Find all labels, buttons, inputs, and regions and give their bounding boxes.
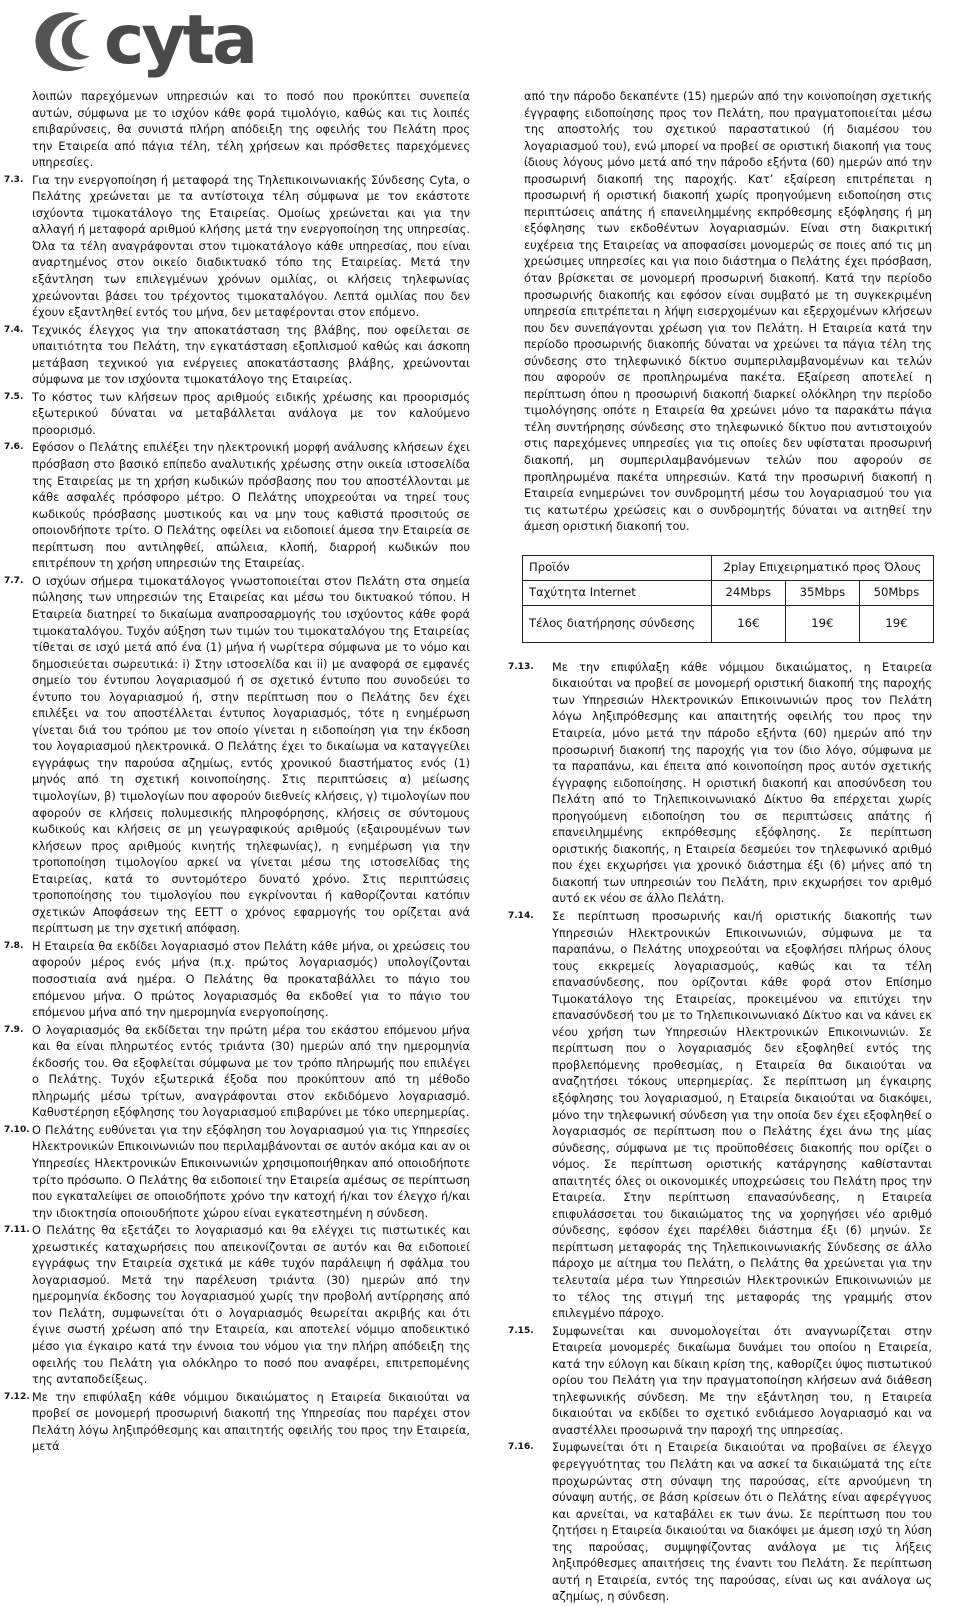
table-cell: 2play Επιχειρηματικό προς Όλους — [711, 555, 933, 580]
clause-text: Ο Πελάτης ευθύνεται για την εξόφληση του λογαριασμού για τις Υπηρεσίες Ηλεκτρονικών Επικοινωνιών που περιλαμβάνονται σε αυτόν ακόμα και αν οι Υπηρεσίες Ηλεκτρονικών Επικοινωνιών χρησιμοποιήθηκαν από οποιοδήποτε τρίτο πρόσωπο. Ο Πελάτης θα ειδοποιεί την Εταιρεία αμέσως σε περίπτωση που εγκαταλείψει σε οποιοδήποτε χρόνο την κατοχή ή/και τον έλεγχο ή/και την ιδιοκτησία οποιουδήποτε χώρου είναι εγκατεστημένη η σύνδεση. — [32, 1122, 470, 1220]
clause-number: 7.9. — [4, 1024, 24, 1035]
table-row — [523, 605, 934, 642]
clause-number: 7.13. — [508, 661, 534, 672]
clause-paragraph — [4, 1389, 470, 1455]
table-cell: 19€ — [785, 605, 859, 642]
clause-paragraph — [4, 322, 470, 388]
clause-text: Ο λογαριασμός θα εκδίδεται την πρώτη μέρα του εκάστου επόμενου μήνα και θα είναι πληρωτέος εντός τριάντα (30) ημερών από την ημερομηνία έκδοσής του. Θα εξοφλείται σύμφωνα με τον τρόπο πληρωμής που επιλέγει ο Πελάτης. Τυχόν εξωτερικά έξοδα που προκύπτουν από τη μέθοδο πληρωμής μέσω τρίτων, αναγράφονται στον εκδιδόμενο λογαριασμό. Καθυστέρηση εξόφλησης του λογαριασμού επιβαρύνει με τόκο υπερημερίας. — [32, 1022, 470, 1120]
table-cell: Προϊόν — [523, 555, 712, 580]
clause-text: λοιπών παρεχόμενων υπηρεσιών και το ποσό που προκύπτει συνεπεία αυτών, σύμφωνα με το ισχύον κάθε φορά τιμολόγιο, καθώς και τις λοιπές επιβαρύνσεις, θα συνιστά πλήρη απόδειξη της οφειλής του Πελάτη προς την Εταιρεία από πάγια τέλη, τέλη χρήσεων και πρόσθετες παρεχόμενες υπηρεσίες. — [32, 89, 470, 170]
clause-text: Με την επιφύλαξη κάθε νόμιμου δικαιώματος η Εταιρεία δικαιούται να προβεί σε μονομερή προσωρινή διακοπή της Υπηρεσίας που παρέχει στον Πελάτη λόγω ληξιπρόθεσμης και απαιτητής οφειλής του προς την Εταιρεία, μετά — [32, 1389, 470, 1454]
clause-text: Για την ενεργοποίηση ή μεταφορά της Τηλεπικοινωνιακής Σύνδεσης Cyta, ο Πελάτης χρεώνεται με τα αντίστοιχα τέλη σύμφωνα με τον εκάστοτε ισχύοντα τιμοκατάλογο της Εταιρείας. Ομοίως χρεώνεται και για την αλλαγή ή μεταφορά αριθμού κλήσης μετά την ενεργοποίηση της υπηρεσίας. Όλα τα τέλη αναγράφονται στον τιμοκατάλογο κάθε υπηρεσίας, που είναι αναρτημένος στον οικείο διαδικτυακό τόπο της Εταιρείας. Μετά την εξάντληση των επιλεγμένων χρόνων ομιλίας, οι κλήσεις τηλεφωνίας χρεώνονται βάσει του τρέχοντος τιμοκαταλόγου. Λεπτά ομιλίας που δεν έχουν εξαντληθεί εντός του μήνα, δεν μεταφέρονται στον επόμενο. — [32, 172, 470, 320]
clause-number: 7.14. — [508, 910, 534, 921]
table-cell: Ταχύτητα Internet — [523, 580, 712, 605]
clause-number: 7.8. — [4, 940, 24, 951]
clause-text: Συμφωνείται ότι η Εταιρεία δικαιούται να προβαίνει σε έλεγχο φερεγγυότητας του Πελάτη και να ασκεί τα δικαιώματά της είτε προχωρώντας στη σύναψη της παρούσας, είτε αρνούμενη τη σύναψη αυτής, σε βάση κρίσεων ότι ο Πελάτης είναι αφερέγγυος και αρνείται, να καταβάλει εκ των άνω. Σε περίπτωση που του ζητήσει η Εταιρεία δικαιούται να διακόψει με άμεση ισχύ τη λύση της παρούσας, συμψηφίζοντας ανάλογα με τις λήξεις ληξιπρόθεσμες απαιτήσεις της έναντι του Πελάτη. Σε περίπτωση αυτή η Εταιρεία, εντός της παρούσας, είναι ως και ανάλογα ως αζημίως, η σύνδεση. — [552, 1440, 932, 1604]
clause-paragraph — [4, 1122, 470, 1221]
clause-text: Ο ισχύων σήμερα τιμοκατάλογος γνωστοποιείται στον Πελάτη στα σημεία πώλησης των υπηρεσιών της Εταιρείας και μέσω του δικτυακού τόπου. Η Εταιρεία διατηρεί το δικαίωμα αναπροσαρμογής του ισχύοντος κάθε φορά τιμοκαταλόγου. Τυχόν αύξηση των τιμών του τιμοκαταλόγου της Εταιρείας τίθεται σε ισχύ μετά από ένα (1) μήνα ή νωρίτερα σύμφωνα με το νόμο και δημοσιεύεται σωρευτικά: i) Στην ιστοσελίδα και ii) με αναφορά σε εμφανές σημείο του έντυπου λογαριασμού ή σε σχετικό έντυπο που συνοδεύει το έντυπο του λογαριασμού ή, στην περίπτωση που ο Πελάτης δεν έχει επιλέξει να του αποστέλλεται έντυπος λογαριασμός, τότε η ενημέρωση γίνεται διά του τρόπου με τον οποίο γίνεται η ειδοποίηση για την έκδοση του λογαριασμού ηλεκτρονικά. Ο Πελάτης έχει το δικαίωμα να καταγγείλει εγγράφως την παρούσα αζημίως, εντός χρονικού διαστήματος ενός (1) μηνός από τη σχετική κοινοποίησης. Στις περιπτώσεις α) μείωσης τιμολογίων, β) τιμολογίων που αφορούν διεθνείς κλήσεις, γ) τιμολογίων που αφορούν σε κλήσεις πολυμεσικής πληροφόρησης, κλήσεις σε σύντομους κωδικούς και κλήσεις σε μη γεωγραφικούς αριθμούς (εξαιρουμένων των κλήσεων προς αριθμούς κινητής τηλεφωνίας), η ενημέρωση για την τροποποίηση τιμολογίου αρκεί να γίνεται μέσω της ιστοσελίδας της Εταιρείας, κατά το συντομότερο δυνατό χρόνο. Στις περιπτώσεις τροποποίησης του τιμολογίου που εγκρίνονται ή καθορίζονται κατόπιν σχετικών Αποφάσεων της ΕΕΤΤ ο χρόνος εφαρμογής του ορίζεται ανά περίπτωση με την σχετική απόφαση. — [32, 573, 470, 936]
clause-number: 7.6. — [4, 442, 24, 453]
clause-paragraph — [4, 172, 470, 321]
clause-paragraph — [4, 938, 470, 1021]
clause-paragraph — [4, 389, 470, 439]
clause-number: 7.12. — [4, 1391, 30, 1402]
table-cell: 35Mbps — [785, 580, 859, 605]
clause-text: Με την επιφύλαξη κάθε νόμιμου δικαιώματος, η Εταιρεία δικαιούται να προβεί σε μονομερή οριστική διακοπή της παροχής των Υπηρεσιών Ηλεκτρονικών Επικοινωνιών προς τον Πελάτη λόγω ληξιπρόθεσμης και απαιτητής οφειλής του προς την Εταιρεία, μόνο μετά την πάροδο εξήντα (60) ημερών από την προσωρινή διακοπή της παροχής για τον ίδιο λόγο, σύμφωνα με τα παραπάνω, και έπειτα από κοινοποίηση προς αυτόν σχετικής έγγραφης ειδοποίησης. Η οριστική διακοπή και αποσύνδεση του Πελάτη από το Τηλεπικοινωνιακό Δίκτυο θα επέρχεται χωρίς προηγούμενη ειδοποίηση του σε περιπτώσεις απάτης ή επανειλημμένης εκπρόθεσμης εξόφλησης. Σε περίπτωση οριστικής διακοπής, η Εταιρεία δεσμεύει τον τηλεφωνικό αριθμό που έχει εκχωρήσει για χρονικό διάστημα έξι (6) μήνες από τη διακοπή των υπηρεσιών του Πελάτη, πριν εκχωρήσει τον αριθμό αυτό εκ νέου σε άλλο Πελάτη. — [552, 659, 932, 906]
paragraph-text: από την πάροδο δεκαπέντε (15) ημερών από την κοινοποίηση σχετικής έγγραφης ειδοποίησης προς τον Πελάτη, που πραγματοποιείται μέσω της αποστολής του σχετικού παραστατικού (ή διαμέσου του λογαριασμού του), ενώ μπορεί να προβεί σε οριστική διακοπή για τους ίδιους λόγους μόνο μετά από την πάροδο εξήντα (60) ημερών από την προσωρινή διακοπή της παροχής. Κατ’ εξαίρεση επιτρέπεται η προσωρινή ή οριστική διακοπή χωρίς προηγούμενη ειδοποίηση στις περιπτώσεις απάτης ή επανειλημμένης εκπρόθεσμης εξόφλησης ή μη εξόφλησης των εκδοθέντων λογαριασμών. Είναι στη διακριτική ευχέρεια της Εταιρείας να αποφασίσει μονομερώς σε ποιες από τις μη χρεώσιμες υπηρεσίες και για ποιο διάστημα ο Πελάτης έχει πρόσβαση, όταν βρίσκεται σε μονομερή προσωρινή διακοπή. Κατά την περίοδο προσωρινής διακοπής και εφόσον είναι συμβατό με τη συγκεκριμένη υπηρεσία επιτρέπεται η λήψη εισερχομένων και εξερχομένων κλήσεων που δεν συνεπάγονται χρέωση για τον Πελάτη. Η Εταιρεία κατά την περίοδο προσωρινής διακοπής δύναται να χρεώνει τα πάγια τέλη της σύνδεσης στο τηλεφωνικό δίκτυο συμπεριλαμβανομένων και τελών που αφορούν σε προπληρωμένα πακέτα. Εξαίρεση αποτελεί η περίπτωση όπου η προσωρινή διακοπή διαρκεί ολόκληρη την περίοδο τιμολόγησης οπότε η Εταιρεία θα χρεώνει μόνο τα παρακάτω πάγια τέλη συντήρησης σύνδεσης στο τηλεφωνικό δίκτυο που αντιστοιχούν στις παρεχόμενες υπηρεσίες για τις οποίες δεν υφίσταται προσωρινή διακοπή, μη συμπεριλαμβανόμενων τελών που αφορούν σε προπληρωμένα πακέτα υπηρεσιών. Κατά την προσωρινή διακοπή η Εταιρεία ενημερώνει τον συνδρομητή μέσω του λογαριασμού του για τις κατωτέρω χρεώσεις και ο συνδρομητής δύναται να αιτηθεί την άμεση οριστική διακοπή του. — [524, 89, 932, 534]
table-cell: Τέλος διατήρησης σύνδεσης — [523, 605, 712, 642]
clause-paragraph — [4, 439, 470, 571]
table-row — [523, 580, 934, 605]
table-cell: 16€ — [711, 605, 785, 642]
price-table — [522, 555, 934, 643]
table-row — [523, 555, 934, 580]
clause-number: 7.10. — [4, 1124, 30, 1135]
clause-text: Ο Πελάτης θα εξετάζει το λογαριασμό και θα ελέγχει τις πιστωτικές και χρεωστικές καταχωρήσεις που απεικονίζονται σε αυτόν και θα ειδοποιεί εγγράφως την Εταιρεία σχετικά με κάθε τυχόν παράλειψη ή σφάλμα του λογαριασμού. Μετά την παρέλευση τριάντα (30) ημερών από την ημερομηνία έκδοσης του λογαριασμού χωρίς την προβολή αντίρρησης από τον Πελάτη, συμφωνείται ότι ο λογαριασμός θεωρείται ακριβής και ότι έγινε σωστή χρέωση από την Εταιρεία, και αποτελεί νόμιμο αποδεικτικό μέσο για έγκαιρο κατά την έννοια του νόμου για την πλήρη απόδειξη της οφειλής του Πελάτη για ολόκληρο το ποσό που αναφέρει, επιτρεπομένης της ανταποδείξεως. — [32, 1223, 470, 1387]
table-cell: 19€ — [859, 605, 933, 642]
clause-paragraph — [4, 88, 470, 171]
clause-number: 7.16. — [508, 1442, 534, 1453]
brand-wordmark: cyta — [104, 1, 256, 80]
clause-paragraph — [4, 573, 470, 937]
clause-text: Συμφωνείται και συνομολογείται ότι αναγνωρίζεται στην Εταιρεία μονομερές δικαίωμα δυνάμει του οποίου η Εταιρεία, κατά την εύλογη και δίκαιη κρίση της, καθορίζει ύψος πιστωτικού ορίου του Πελάτη για την πραγματοποίηση κλήσεων ανά διάθεση τηλεφωνικής σύνδεση. Με την εξάντληση του, η Εταιρεία δικαιούται να εκδίδει το σχετικό ενδιάμεσο λογαριασμό και να αναστέλλει προσωρινά την παροχή της υπηρεσίας. — [552, 1323, 932, 1437]
clause-text: Τεχνικός έλεγχος για την αποκατάσταση της βλάβης, που οφείλεται σε υπαιτιότητα του Πελάτη, την εγκατάσταση εξοπλισμού καθώς και άσκοπη μετάβαση τεχνικού για ενέργειες αποκατάστασης βλάβης, χρεώνονται σύμφωνα με τον ισχύοντα τιμοκατάλογο της Εταιρείας. — [32, 322, 470, 387]
clause-text: Εφόσον ο Πελάτης επιλέξει την ηλεκτρονική μορφή ανάλυσης κλήσεων έχει πρόσβαση στο βασικό επίπεδο αναλυτικής χρέωσης στην οικεία ιστοσελίδα της Εταιρείας με τη χρήση κωδικών πρόσβασης που του αποστέλλονται με κάθε ασφαλές πρόσφορο μέτρο. Ο Πελάτης υποχρεούται να τηρεί τους κωδικούς πρόσβασης μυστικούς και να μην τους καθιστά προσιτούς σε οποιονδήποτε τρίτο. Ο Πελάτης οφείλει να ειδοποιεί άμεσα την Εταιρεία σε περίπτωση που αντιληφθεί, απώλεια, κλοπή, διαρροή κωδικών που επιτρέπουν τη χρήση υπηρεσιών της Εταιρείας. — [32, 440, 470, 571]
clause-text: Το κόστος των κλήσεων προς αριθμούς ειδικής χρέωσης και προορισμός εξωτερικού δύναται να μεταβάλλεται ανάλογα με τον καλούμενο προορισμό. — [32, 389, 470, 437]
cyta-swirl-icon — [30, 8, 100, 74]
clause-text: Σε περίπτωση προσωρινής και/ή οριστικής διακοπής των Υπηρεσιών Ηλεκτρονικών Επικοινωνιών, σύμφωνα με τα παραπάνω, ο Πελάτης υποχρεούται να εξοφλήσει πλήρως όλους τους εκκρεμείς λογαριασμούς, καθώς και τα τέλη επανασύνδεσης, που ορίζονται κάθε φορά στον Επίσημο Τιμοκατάλογο της Εταιρείας, προκειμένου να επιτύχει την επανασύνδεσή του με το Τηλεπικοινωνιακό Δίκτυο και να κάνει εκ νέου χρήση των Υπηρεσιών Ηλεκτρονικών Επικοινωνιών. Σε περίπτωση που ο λογαριασμός δεν εξοφληθεί εντός της προβλεπόμενης προθεσμίας, η Εταιρεία θα δικαιούται να αναζητήσει τόκους υπερημερίας. Σε περίπτωση μη έγκαιρης εξόφλησης του λογαριασμού, η Εταιρεία δικαιούται να διακόψει, μόνο την τηλεφωνική σύνδεση για την οποία δεν έχει εξοφληθεί ο λογαριασμός σε περίπτωση που ο Πελάτης έχει άνω της μίας σύνδεσης, σύμφωνα με τις προϋποθέσεις διακοπής που ορίζει ο νόμος. Σε περίπτωση οριστικής κατάργησης καθίστανται απαιτητές όλες οι οικονομικές υποχρεώσεις του Πελάτη προς την Εταιρεία. Στην περίπτωση επανασύνδεσης, η Εταιρεία επιφυλάσσεται του δικαιώματος της να χορηγήσει νέο αριθμό σύνδεσης, εφόσον έχει παρέλθει διάστημα έξι (6) μηνών. Σε περίπτωση μεταφοράς της Τηλεπικοινωνιακής Σύνδεσης σε άλλο πάροχο με αίτημα του Πελάτη, ο Πελάτης θα χρεώνεται για την τελευταία μέρα των Υπηρεσιών Ηλεκτρονικών Επικοινωνιών με το τέλος της στιγμή της μεταφοράς της γραμμής στον επιλεγμένο πάροχο. — [552, 908, 932, 1321]
clause-number: 7.4. — [4, 324, 24, 335]
clause-paragraph — [4, 1222, 470, 1387]
left-column — [4, 88, 470, 1456]
clause-paragraph — [508, 659, 932, 907]
clause-paragraph — [4, 1022, 470, 1121]
clause-text: Η Εταιρεία θα εκδίδει λογαριασμό στον Πελάτη κάθε μήνα, οι χρεώσεις του αφορούν μέρος ενός μήνα (π.χ. πρώτος λογαριασμός) υπολογίζονται ποσοστιαία ανά ημέρα. Ο Πελάτης θα προκαταβάλλει το πάγιο του επόμενου μήνα. Ο πρώτος λογαριασμός θα εκδοθεί για το πάγιο του επόμενου μήνα από την ημερομηνία ενεργοποίησης. — [32, 938, 470, 1020]
clause-number: 7.11. — [4, 1225, 30, 1236]
table-cell: 24Mbps — [711, 580, 785, 605]
clause-number: 7.3. — [4, 174, 24, 185]
clause-number: 7.15. — [508, 1325, 534, 1336]
brand-logo — [30, 1, 256, 80]
paragraph-continued — [508, 88, 932, 535]
clause-paragraph — [508, 1439, 932, 1604]
clause-number: 7.7. — [4, 575, 24, 586]
right-column — [508, 88, 932, 1606]
table-cell: 50Mbps — [859, 580, 933, 605]
clause-number: 7.5. — [4, 391, 24, 402]
clause-paragraph — [508, 1323, 932, 1439]
clause-paragraph — [508, 908, 932, 1322]
